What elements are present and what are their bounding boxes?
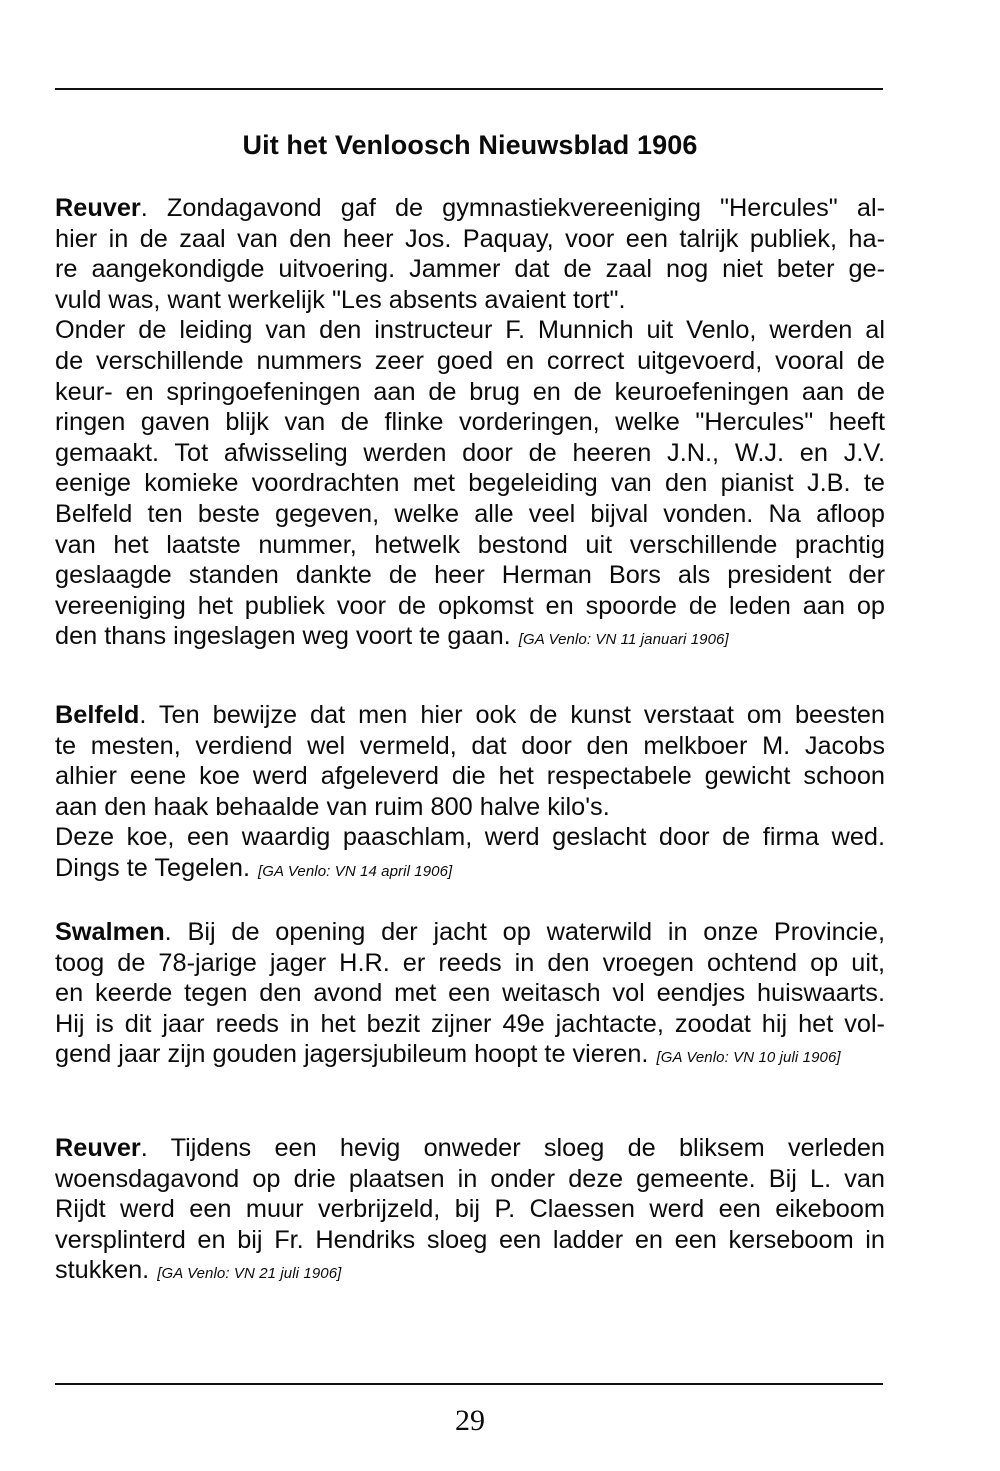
article-text: stukken. — [55, 1256, 150, 1285]
article-source: [GA Venlo: VN 14 april 1906] — [258, 862, 453, 880]
article-line: keur- en springoefeningen aan de brug en de keuroefeningen aan de — [55, 377, 885, 406]
article-reuver-1 — [55, 193, 885, 656]
article-line: eenige komieke voordrachten met begeleiding van den pianist J.B. te — [55, 469, 885, 498]
article-text: Dings te Tegelen. — [55, 853, 251, 882]
article-text: . Ten bewijze dat men hier ook de kunst verstaat om beesten — [139, 701, 885, 729]
article-reuver-2 — [55, 1133, 885, 1290]
article-line: vuld was, want werkelijk "Les absents avaient tort". — [55, 285, 626, 314]
article-source: [GA Venlo: VN 10 juli 1906] — [656, 1049, 841, 1067]
article-text: . Tijdens een hevig onweder sloeg de bliksem verleden — [140, 1134, 885, 1162]
article-line — [55, 1133, 885, 1164]
article-line — [55, 853, 885, 888]
article-line: ringen gaven blijk van de flinke vorderingen, welke "Hercules" heeft — [55, 408, 885, 437]
article-line: geslaagde standen dankte de heer Herman Bors als president der — [55, 561, 885, 590]
article-line: woensdagavond op drie plaatsen in onder deze gemeente. Bij L. van — [55, 1164, 885, 1193]
article-swalmen — [55, 917, 885, 1074]
article-text: . Zondagavond gaf de gymnastiekvereeniging "Hercules" al- — [140, 194, 885, 222]
article-belfeld — [55, 700, 885, 888]
article-line — [55, 700, 885, 731]
article-line: Belfeld ten beste gegeven, welke alle veel bijval vonden. Na afloop — [55, 499, 885, 528]
top-divider — [55, 88, 883, 90]
article-text: gend jaar zijn gouden jagersjubileum hoopt te vieren. — [55, 1040, 649, 1069]
article-line: aan den haak behaalde van ruim 800 halve kilo's. — [55, 792, 610, 821]
article-line: Rijdt werd een muur verbrijzeld, bij P. Claessen werd een eikeboom — [55, 1195, 885, 1224]
article-line — [55, 193, 885, 224]
article-line: en keerde tegen den avond met een weitasch vol eendjes huiswaarts. — [55, 979, 885, 1008]
article-line: Onder de leiding van den instructeur F. Munnich uit Venlo, werden al — [55, 316, 885, 345]
article-text: . Bij de opening der jacht op waterwild in onze Provincie, — [164, 918, 885, 946]
article-place: Belfeld — [55, 701, 140, 729]
article-source: [GA Venlo: VN 21 juli 1906] — [157, 1265, 342, 1283]
article-line: re aangekondigde uitvoering. Jammer dat de zaal nog niet beter ge- — [55, 255, 885, 284]
article-place: Reuver — [55, 194, 141, 222]
page-number: 29 — [455, 1404, 485, 1437]
article-place: Swalmen — [55, 918, 165, 946]
article-line: de verschillende nummers zeer goed en correct uitgevoerd, vooral de — [55, 346, 885, 375]
article-line — [55, 1255, 885, 1290]
article-line: te mesten, verdiend wel vermeld, dat door den melkboer M. Jacobs — [55, 731, 885, 760]
article-line: van het laatste nummer, hetwelk bestond uit verschillende prachtig — [55, 530, 885, 559]
article-source: [GA Venlo: VN 11 januari 1906] — [518, 631, 729, 649]
article-place: Reuver — [55, 1134, 141, 1162]
article-line — [55, 1039, 885, 1074]
article-line: hier in de zaal van den heer Jos. Paquay, voor een talrijk publiek, ha- — [55, 224, 885, 253]
article-line: alhier eene koe werd afgeleverd die het respectabele gewicht schoon — [55, 762, 885, 791]
article-line: toog de 78-jarige jager H.R. er reeds in den vroegen ochtend op uit, — [55, 948, 885, 977]
article-line — [55, 917, 885, 948]
article-line — [55, 621, 885, 656]
article-line: versplinterd en bij Fr. Hendriks sloeg een ladder en een kerseboom in — [55, 1225, 885, 1254]
article-line: Hij is dit jaar reeds in het bezit zijner 49e jachtacte, zoodat hij het vol- — [55, 1009, 885, 1038]
article-line: gemaakt. Tot afwisseling werden door de heeren J.N., W.J. en J.V. — [55, 438, 885, 467]
bottom-divider — [55, 1383, 883, 1385]
article-line: vereeniging het publiek voor de opkomst en spoorde de leden aan op — [55, 591, 885, 620]
article-line: Deze koe, een waardig paaschlam, werd geslacht door de firma wed. — [55, 823, 885, 852]
page-title: Uit het Venloosch Nieuwsblad 1906 — [242, 130, 698, 160]
article-text: den thans ingeslagen weg voort te gaan. — [55, 622, 511, 651]
